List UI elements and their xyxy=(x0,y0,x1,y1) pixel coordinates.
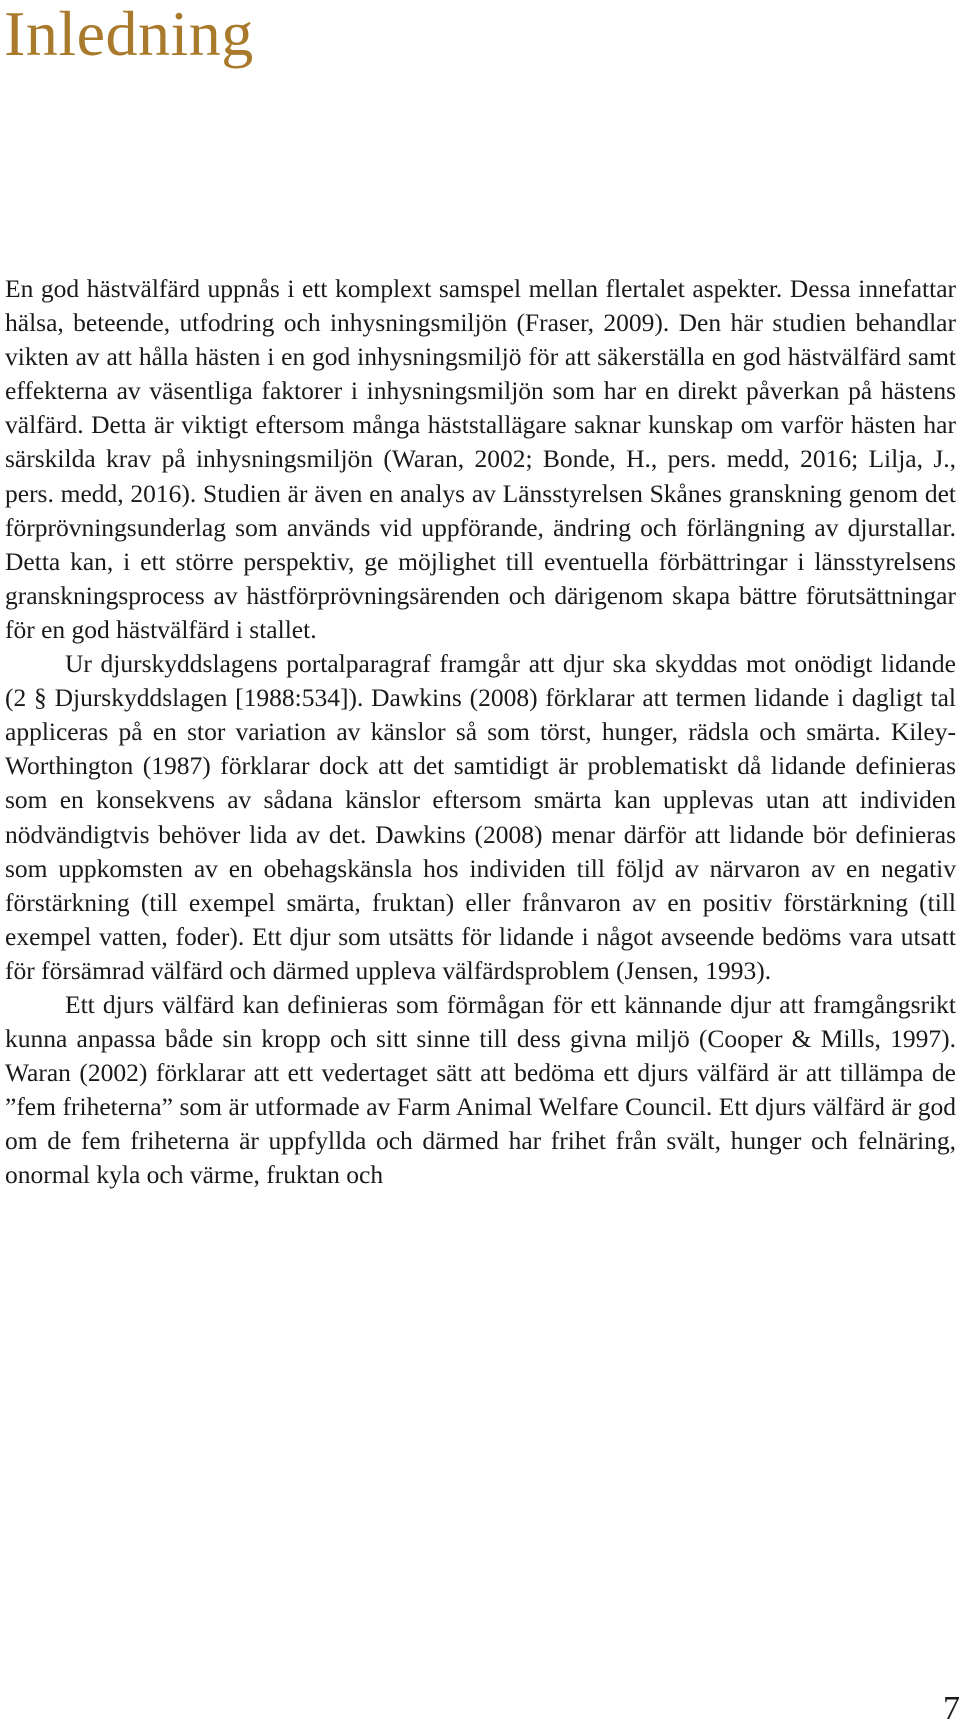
paragraph-2: Ur djurskyddslagens portalparagraf framgår att djur ska skyddas mot onödigt lidande (2 § Djurskyddslagen [1988:534]). Dawkins (2008) förklarar att termen lidande i dagligt tal appliceras på en stor variation av känslor så som törst, hunger, rädsla och smärta. Kiley-Worthington (1987) förklarar dock att det samtidigt är problematiskt då lidande definieras som en konsekvens av sådana känslor eftersom smärta kan upplevas utan att individen nödvändigtvis behöver lida av det. Dawkins (2008) menar därför att lidande bör definieras som uppkomsten av en obehagskänsla hos individen till följd av närvaron av en negativ förstärkning (till exempel smärta, fruktan) eller frånvaron av en positiv förstärkning (till exempel vatten, foder). Ett djur som utsätts för lidande i något avseende bedöms vara utsatt för försämrad välfärd och därmed uppleva välfärdsproblem (Jensen, 1993). xyxy=(5,649,956,985)
body-text xyxy=(5,272,956,1193)
paragraph-3: Ett djurs välfärd kan definieras som förmågan för ett kännande djur att framgångsrikt kunna anpassa både sin kropp och sitt sinne till dess givna miljö (Cooper & Mills, 1997). Waran (2002) förklarar att ett vedertaget sätt att bedöma ett djurs välfärd är att tillämpa de ”fem friheterna” som är utformade av Farm Animal Welfare Council. Ett djurs välfärd är god om de fem friheterna är uppfyllda och därmed har frihet från svält, hunger och felnäring, onormal kyla och värme, fruktan och xyxy=(5,989,956,1190)
paragraph-1: En god hästvälfärd uppnås i ett komplext samspel mellan flertalet aspekter. Dessa innefattar hälsa, beteende, utfodring och inhysningsmiljön (Fraser, 2009). Den här studien behandlar vikten av att hålla hästen i en god inhysningsmiljö för att säkerställa en god hästvälfärd samt effekterna av väsentliga faktorer i inhysningsmiljön som har en direkt påverkan på hästens välfärd. Detta är viktigt eftersom många häststallägare saknar kunskap om varför hästen har särskilda krav på inhysningsmiljön (Waran, 2002; Bonde, H., pers. medd, 2016; Lilja, J., pers. medd, 2016). Studien är även en analys av Länsstyrelsen Skånes granskning genom det förprövningsunderlag som används vid uppförande, ändring och förlängning av djurstallar. Detta kan, i ett större perspektiv, ge möjlighet till eventuella förbättringar i länsstyrelsens granskningsprocess av hästförprövningsärenden och därigenom skapa bättre förutsättningar för en god hästvälfärd i stallet. xyxy=(5,274,956,644)
page-number: 7 xyxy=(943,1690,960,1727)
page-title: Inledning xyxy=(4,0,254,69)
